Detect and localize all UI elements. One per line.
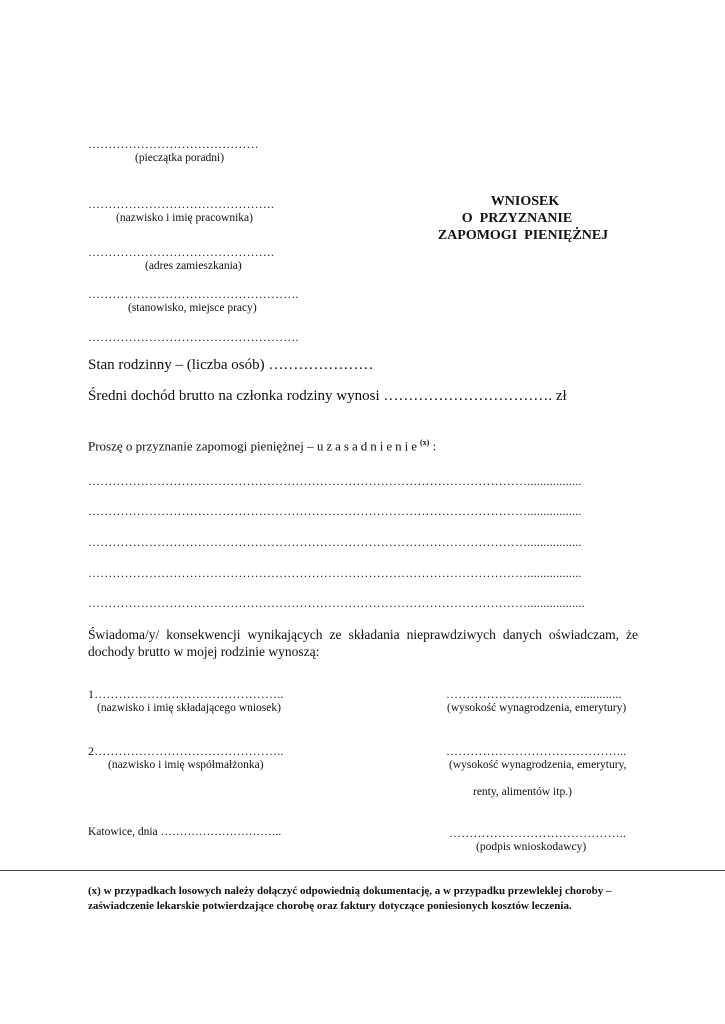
applicant-label: (nazwisko i imię składającego wniosek) <box>97 702 281 714</box>
spouse-income-label-2: renty, alimentów itp.) <box>473 786 572 798</box>
applicant-dots[interactable]: 1……………………………………….. <box>88 687 284 701</box>
justification-line[interactable]: ………………………………………………………………………………………………................. <box>88 566 582 580</box>
family-status: Stan rodzinny – (liczba osób) ………………… <box>88 357 374 373</box>
title-line-2: O PRZYZNANIE <box>461 211 573 226</box>
address-label: (adres zamieszkania) <box>145 260 242 272</box>
spouse-label: (nazwisko i imię współmałżonka) <box>108 759 264 771</box>
place-date[interactable]: Katowice, dnia ………………………….. <box>88 826 282 838</box>
spouse-income-label: (wysokość wynagrodzenia, emerytury, <box>449 759 627 771</box>
justification-line[interactable]: ……………………………………………………………………………………………….................. <box>88 596 585 610</box>
stamp-label: (pieczątka poradni) <box>135 152 225 164</box>
footnote-text: (x) w przypadkach losowych należy dołączyć odpowiednią dokumentację, a w przypadku przewlekłej choroby – zaświadczenie lekarskie potwierdzające chorobę oraz faktury dotyczące poniesionych kosztów leczenia. <box>88 885 612 912</box>
spouse-income-dots[interactable]: ……………………………………... <box>446 744 627 758</box>
position-dots: ……………………………………………. <box>88 287 299 301</box>
justification-line[interactable]: ………………………………………………………………………………………………................. <box>88 504 582 518</box>
applicant-income-label: (wysokość wynagrodzenia, emerytury) <box>447 702 627 714</box>
request-colon: : <box>429 438 437 454</box>
justification-line[interactable]: ………………………………………………………………………………………………................. <box>88 535 582 549</box>
extra-dots: ……………………………………………. <box>88 330 299 344</box>
family-income: Średni dochód brutto na członka rodziny wynosi ……………………………. zł <box>88 388 567 404</box>
position-label: (stanowisko, miejsce pracy) <box>128 302 257 314</box>
name-dots: ………………………………………. <box>88 197 275 211</box>
address-dots: ………………………………………. <box>88 245 275 259</box>
signature-dots[interactable]: …………………………………….. <box>449 826 627 840</box>
justification-line[interactable]: ………………………………………………………………………………………………................. <box>88 474 582 488</box>
stamp-dots: …………………………………… <box>88 137 259 151</box>
spouse-dots[interactable]: 2……………………………………….. <box>88 744 284 758</box>
request-spaced: uzasadnienie <box>316 438 420 454</box>
declaration-text: Świadoma/y/ konsekwencji wynikających ze składania nieprawdziwych danych oświadczam, że dochody brutto w mojej rodzinie wynoszą: <box>88 627 638 659</box>
name-label: (nazwisko i imię pracownika) <box>116 212 253 224</box>
request-footnote-mark: (x) <box>420 438 430 447</box>
title-line-3: ZAPOMOGI PIENIĘŻNEJ <box>437 228 609 243</box>
title-line-1: WNIOSEK <box>490 194 560 209</box>
request-heading <box>88 438 436 454</box>
signature-label: (podpis wnioskodawcy) <box>476 841 587 853</box>
request-text: Proszę o przyznanie zapomogi pieniężnej – <box>88 438 317 454</box>
footnote-divider <box>0 870 725 871</box>
applicant-income-dots[interactable]: ……………………………............. <box>446 687 622 701</box>
